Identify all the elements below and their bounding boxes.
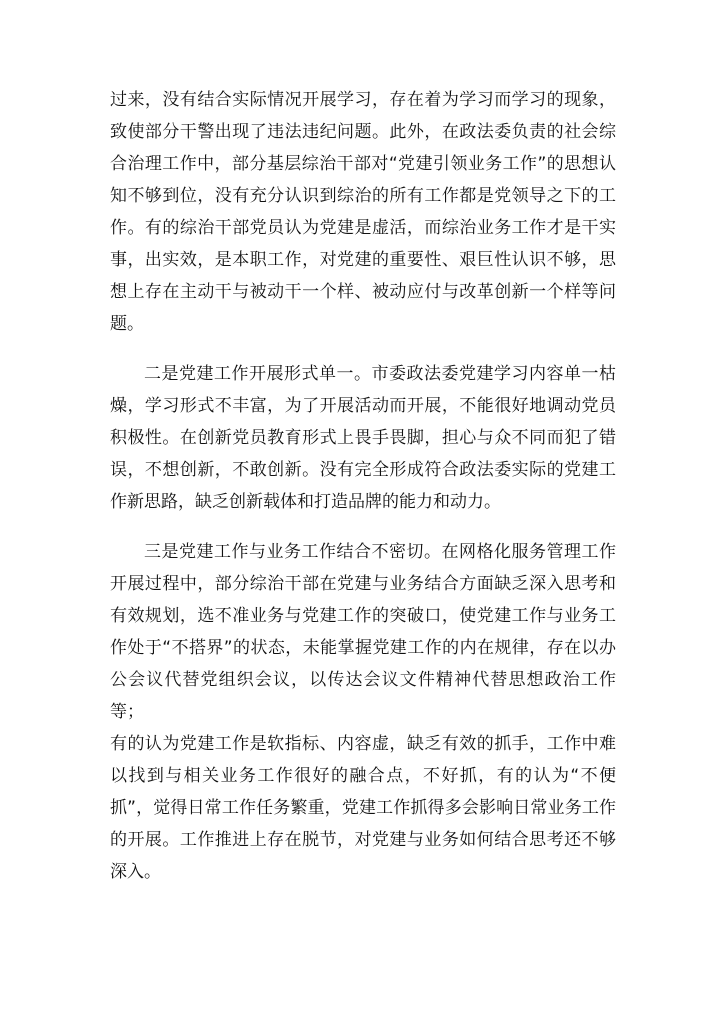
document-body <box>110 84 616 888</box>
paragraph-point-three: 三是党建工作与业务工作结合不密切。在网格化服务管理工作开展过程中，部分综治干部在党建与业务结合方面缺乏深入思考和有效规划，选不准业务与党建工作的突破口，使党建工作与业务工作处于“不搭界”的状态，未能掌握党建工作的内在规律，存在以办公会议代替党组织会议，以传达会议文件精神代替思想政治工作等； <box>110 542 616 722</box>
paragraph-continuation: 过来，没有结合实际情况开展学习，存在着为学习而学习的现象，致使部分干警出现了违法违纪问题。此外，在政法委负责的社会综合治理工作中，部分基层综治干部对“党建引领业务工作”的思想认知不够到位，没有充分认识到综治的所有工作都是党领导之下的工作。有的综治干部党员认为党建是虚活，而综治业务工作才是干实事，出实效，是本职工作，对党建的重要性、艰巨性认识不够，思想上存在主动干与被动干一个样、被动应付与改革创新一个样等问题。 <box>110 90 616 334</box>
paragraph-supplement: 有的认为党建工作是软指标、内容虚，缺乏有效的抓手，工作中难以找到与相关业务工作很好的融合点，不好抓，有的认为“不便抓”，觉得日常工作任务繁重，党建工作抓得多会影响日常业务工作的开展。工作推进上存在脱节，对党建与业务如何结合思考还不够深入。 <box>110 734 616 882</box>
paragraph-point-two: 二是党建工作开展形式单一。市委政法委党建学习内容单一枯燥，学习形式不丰富，为了开展活动而开展，不能很好地调动党员积极性。在创新党员教育形式上畏手畏脚，担心与众不同而犯了错误，不想创新，不敢创新。没有完全形成符合政法委实际的党建工作新思路，缺乏创新载体和打造品牌的能力和动力。 <box>110 364 616 512</box>
